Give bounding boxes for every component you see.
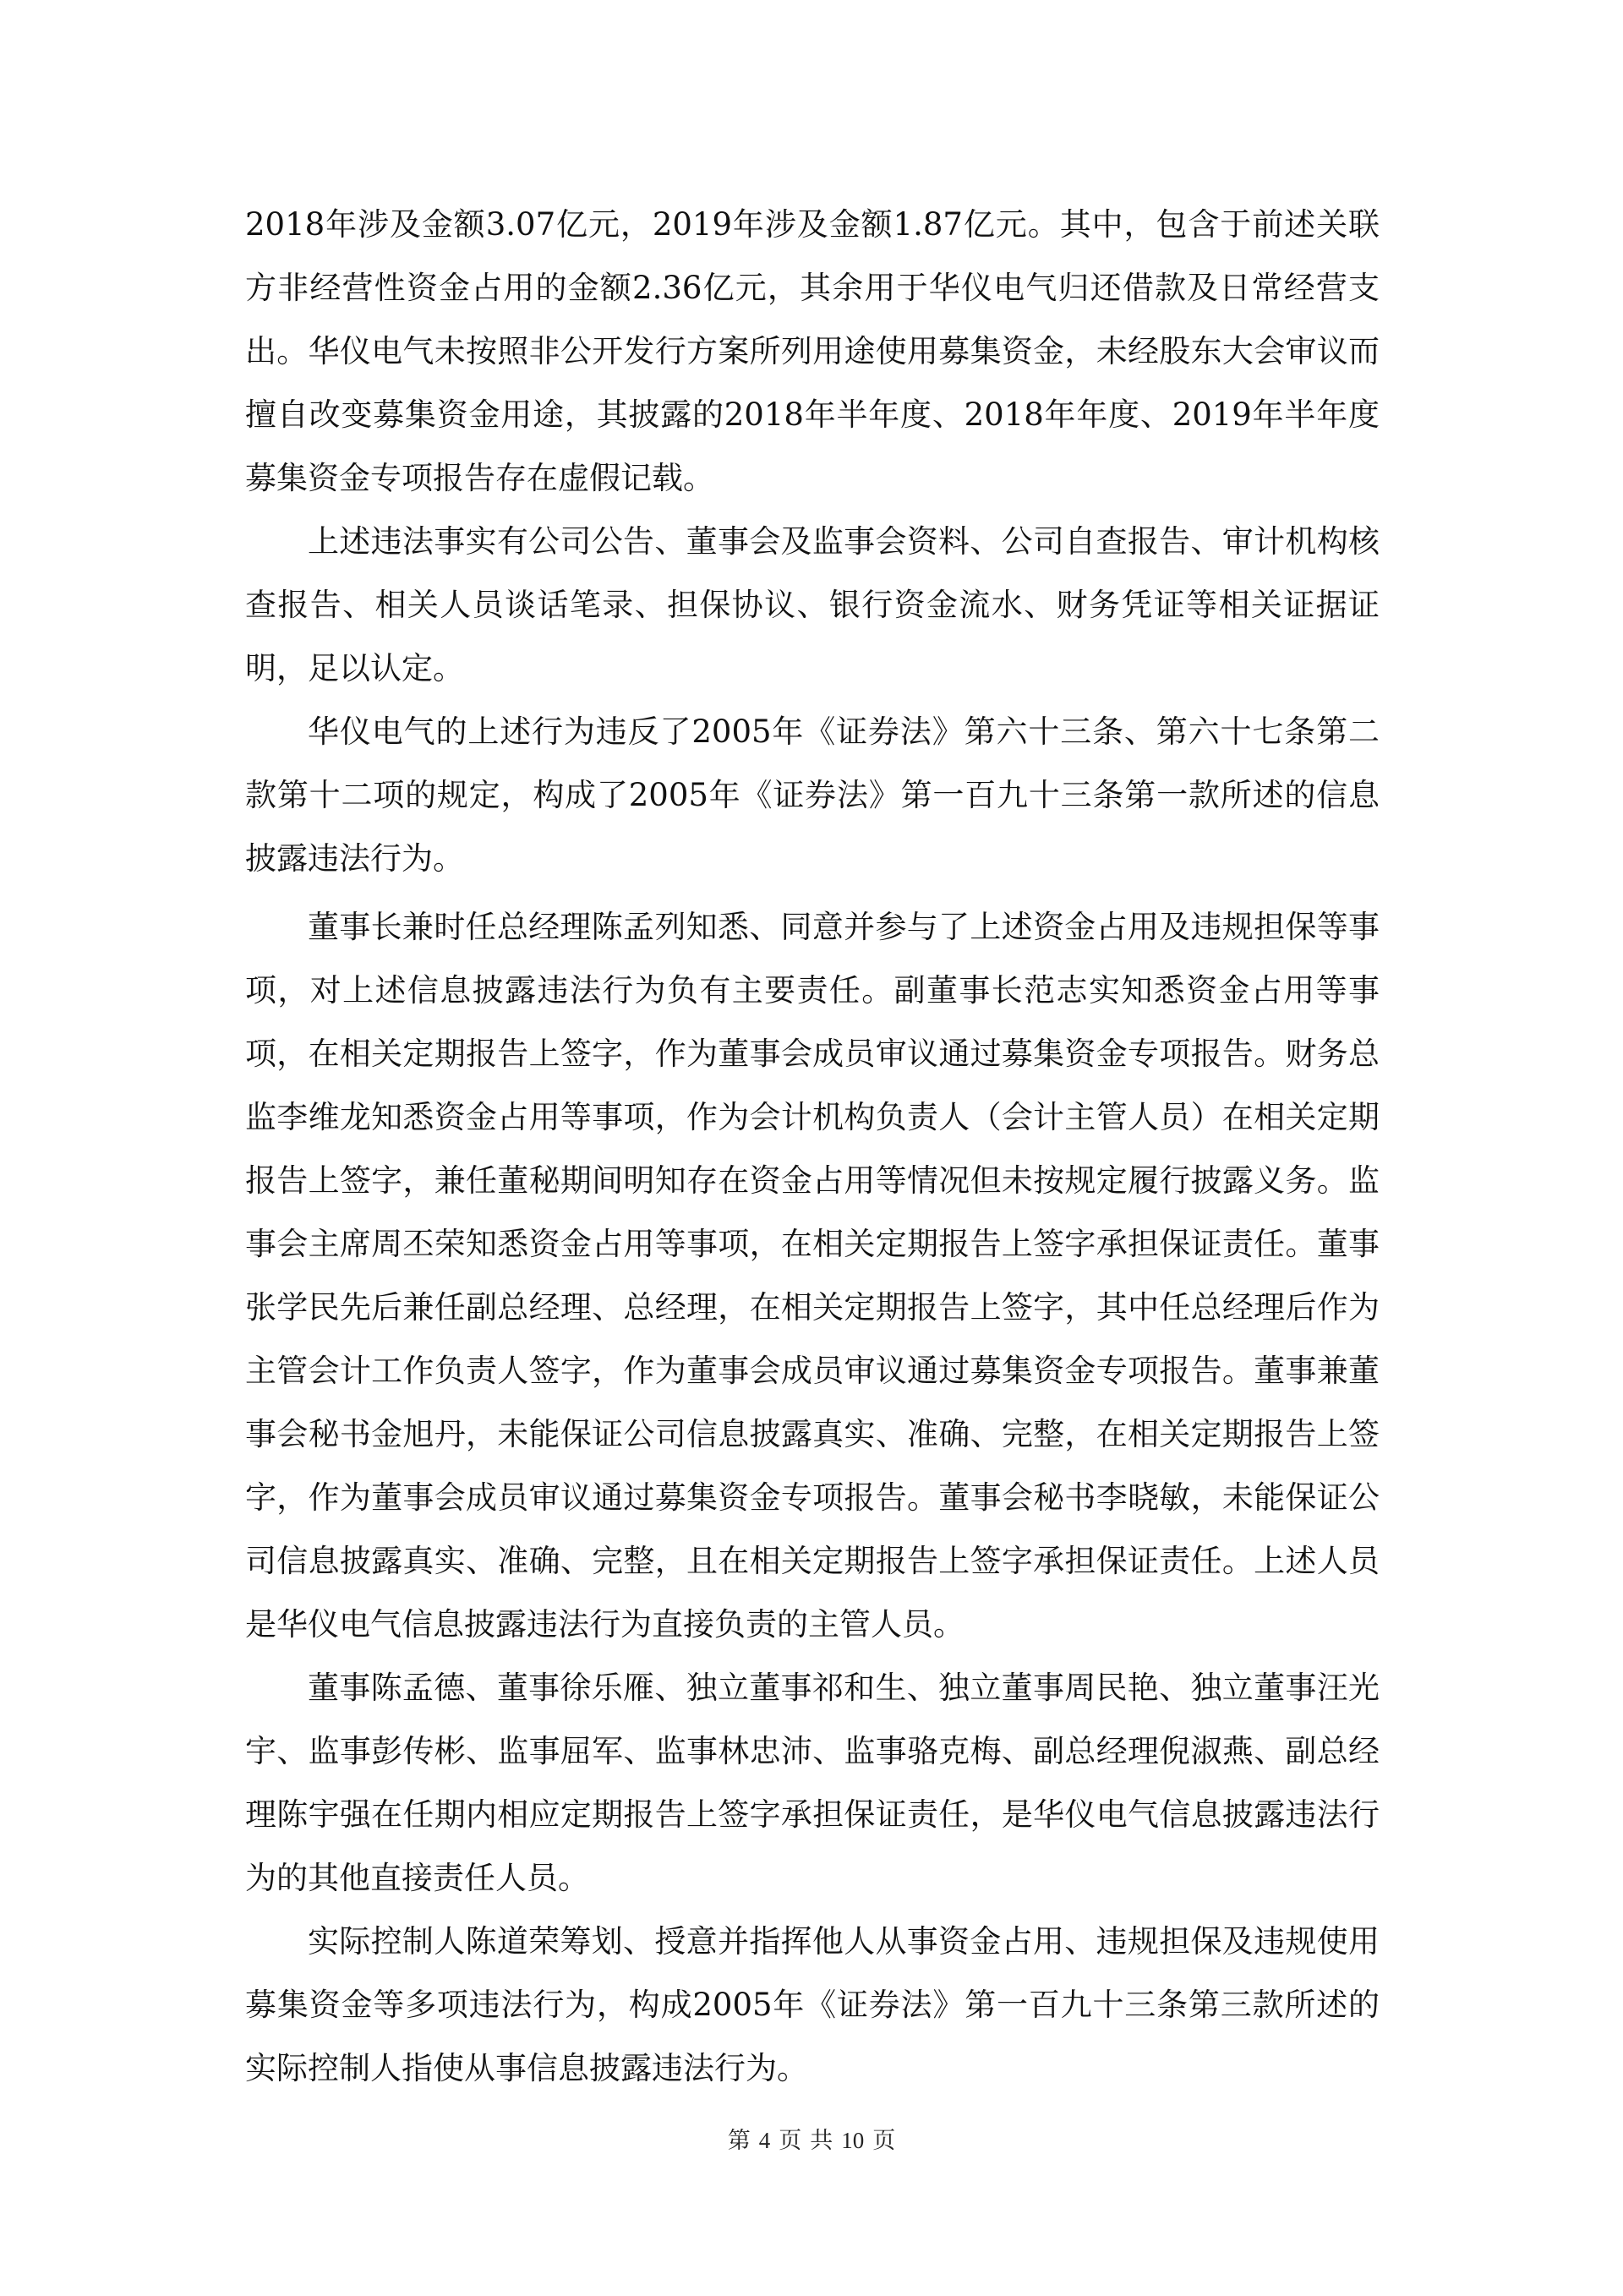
paragraph-actual-controller: 实际控制人陈道荣筹划、授意并指挥他人从事资金占用、违规担保及违规使用募集资金等多项违法行为，构成2005年《证券法》第一百九十三条第三款所述的实际控制人指使从事信息披露违法行为。 xyxy=(245,1923,1380,2086)
page-number-footer xyxy=(0,2122,1623,2155)
paragraph-responsible-managers: 董事长兼时任总经理陈孟列知悉、同意并参与了上述资金占用及违规担保等事项，对上述信息披露违法行为负有主要责任。副董事长范志实知悉资金占用等事项，在相关定期报告上签字，作为董事会成员审议通过募集资金专项报告。财务总监李维龙知悉资金占用等事项，作为会计机构负责人（会计主管人员）在相关定期报告上签字，兼任董秘期间明知存在资金占用等情况但未按规定履行披露义务。监事会主席周丕荣知悉资金占用等事项，在相关定期报告上签字承担保证责任。董事张学民先后兼任副总经理、总经理，在相关定期报告上签字，其中任总经理后作为主管会计工作负责人签字，作为董事会成员审议通过募集资金专项报告。董事兼董事会秘书金旭丹，未能保证公司信息披露真实、准确、完整，在相关定期报告上签字，作为董事会成员审议通过募集资金专项报告。董事会秘书李晓敏，未能保证公司信息披露真实、准确、完整，且在相关定期报告上签字承担保证责任。上述人员是华仪电气信息披露违法行为直接负责的主管人员。 xyxy=(245,909,1380,1643)
footer-total-prefix: 共 xyxy=(810,2128,833,2153)
paragraph-other-responsible-persons: 董事陈孟德、董事徐乐雁、独立董事祁和生、独立董事周民艳、独立董事汪光宇、监事彭传彬、监事屈军、监事林忠沛、监事骆克梅、副总经理倪淑燕、副总经理陈宇强在任期内相应定期报告上签字承担保证责任，是华仪电气信息披露违法行为的其他直接责任人员。 xyxy=(245,1670,1380,1896)
footer-page-prefix: 第 xyxy=(727,2128,751,2153)
footer-total-pages: 10 xyxy=(841,2128,865,2153)
paragraph-legal-violation: 华仪电气的上述行为违反了2005年《证券法》第六十三条、第六十七条第二款第十二项的规定，构成了2005年《证券法》第一百九十三条第一款所述的信息披露违法行为。 xyxy=(245,713,1380,877)
paragraph-evidence: 上述违法事实有公司公告、董事会及监事会资料、公司自查报告、审计机构核查报告、相关人员谈话笔录、担保协议、银行资金流水、财务凭证等相关证据证明，足以认定。 xyxy=(245,523,1380,686)
paragraph-fund-usage-facts: 2018年涉及金额3.07亿元，2019年涉及金额1.87亿元。其中，包含于前述关联方非经营性资金占用的金额2.36亿元，其余用于华仪电气归还借款及日常经营支出。华仪电气未按照非公开发行方案所列用途使用募集资金，未经股东大会审议而擅自改变募集资金用途，其披露的2018年半年度、2018年年度、2019年半年度募集资金专项报告存在虚假记载。 xyxy=(245,206,1380,496)
footer-current-page: 4 xyxy=(758,2128,771,2153)
footer-total-unit: 页 xyxy=(872,2128,896,2153)
footer-page-unit: 页 xyxy=(779,2128,802,2153)
document-body xyxy=(245,193,1380,2100)
